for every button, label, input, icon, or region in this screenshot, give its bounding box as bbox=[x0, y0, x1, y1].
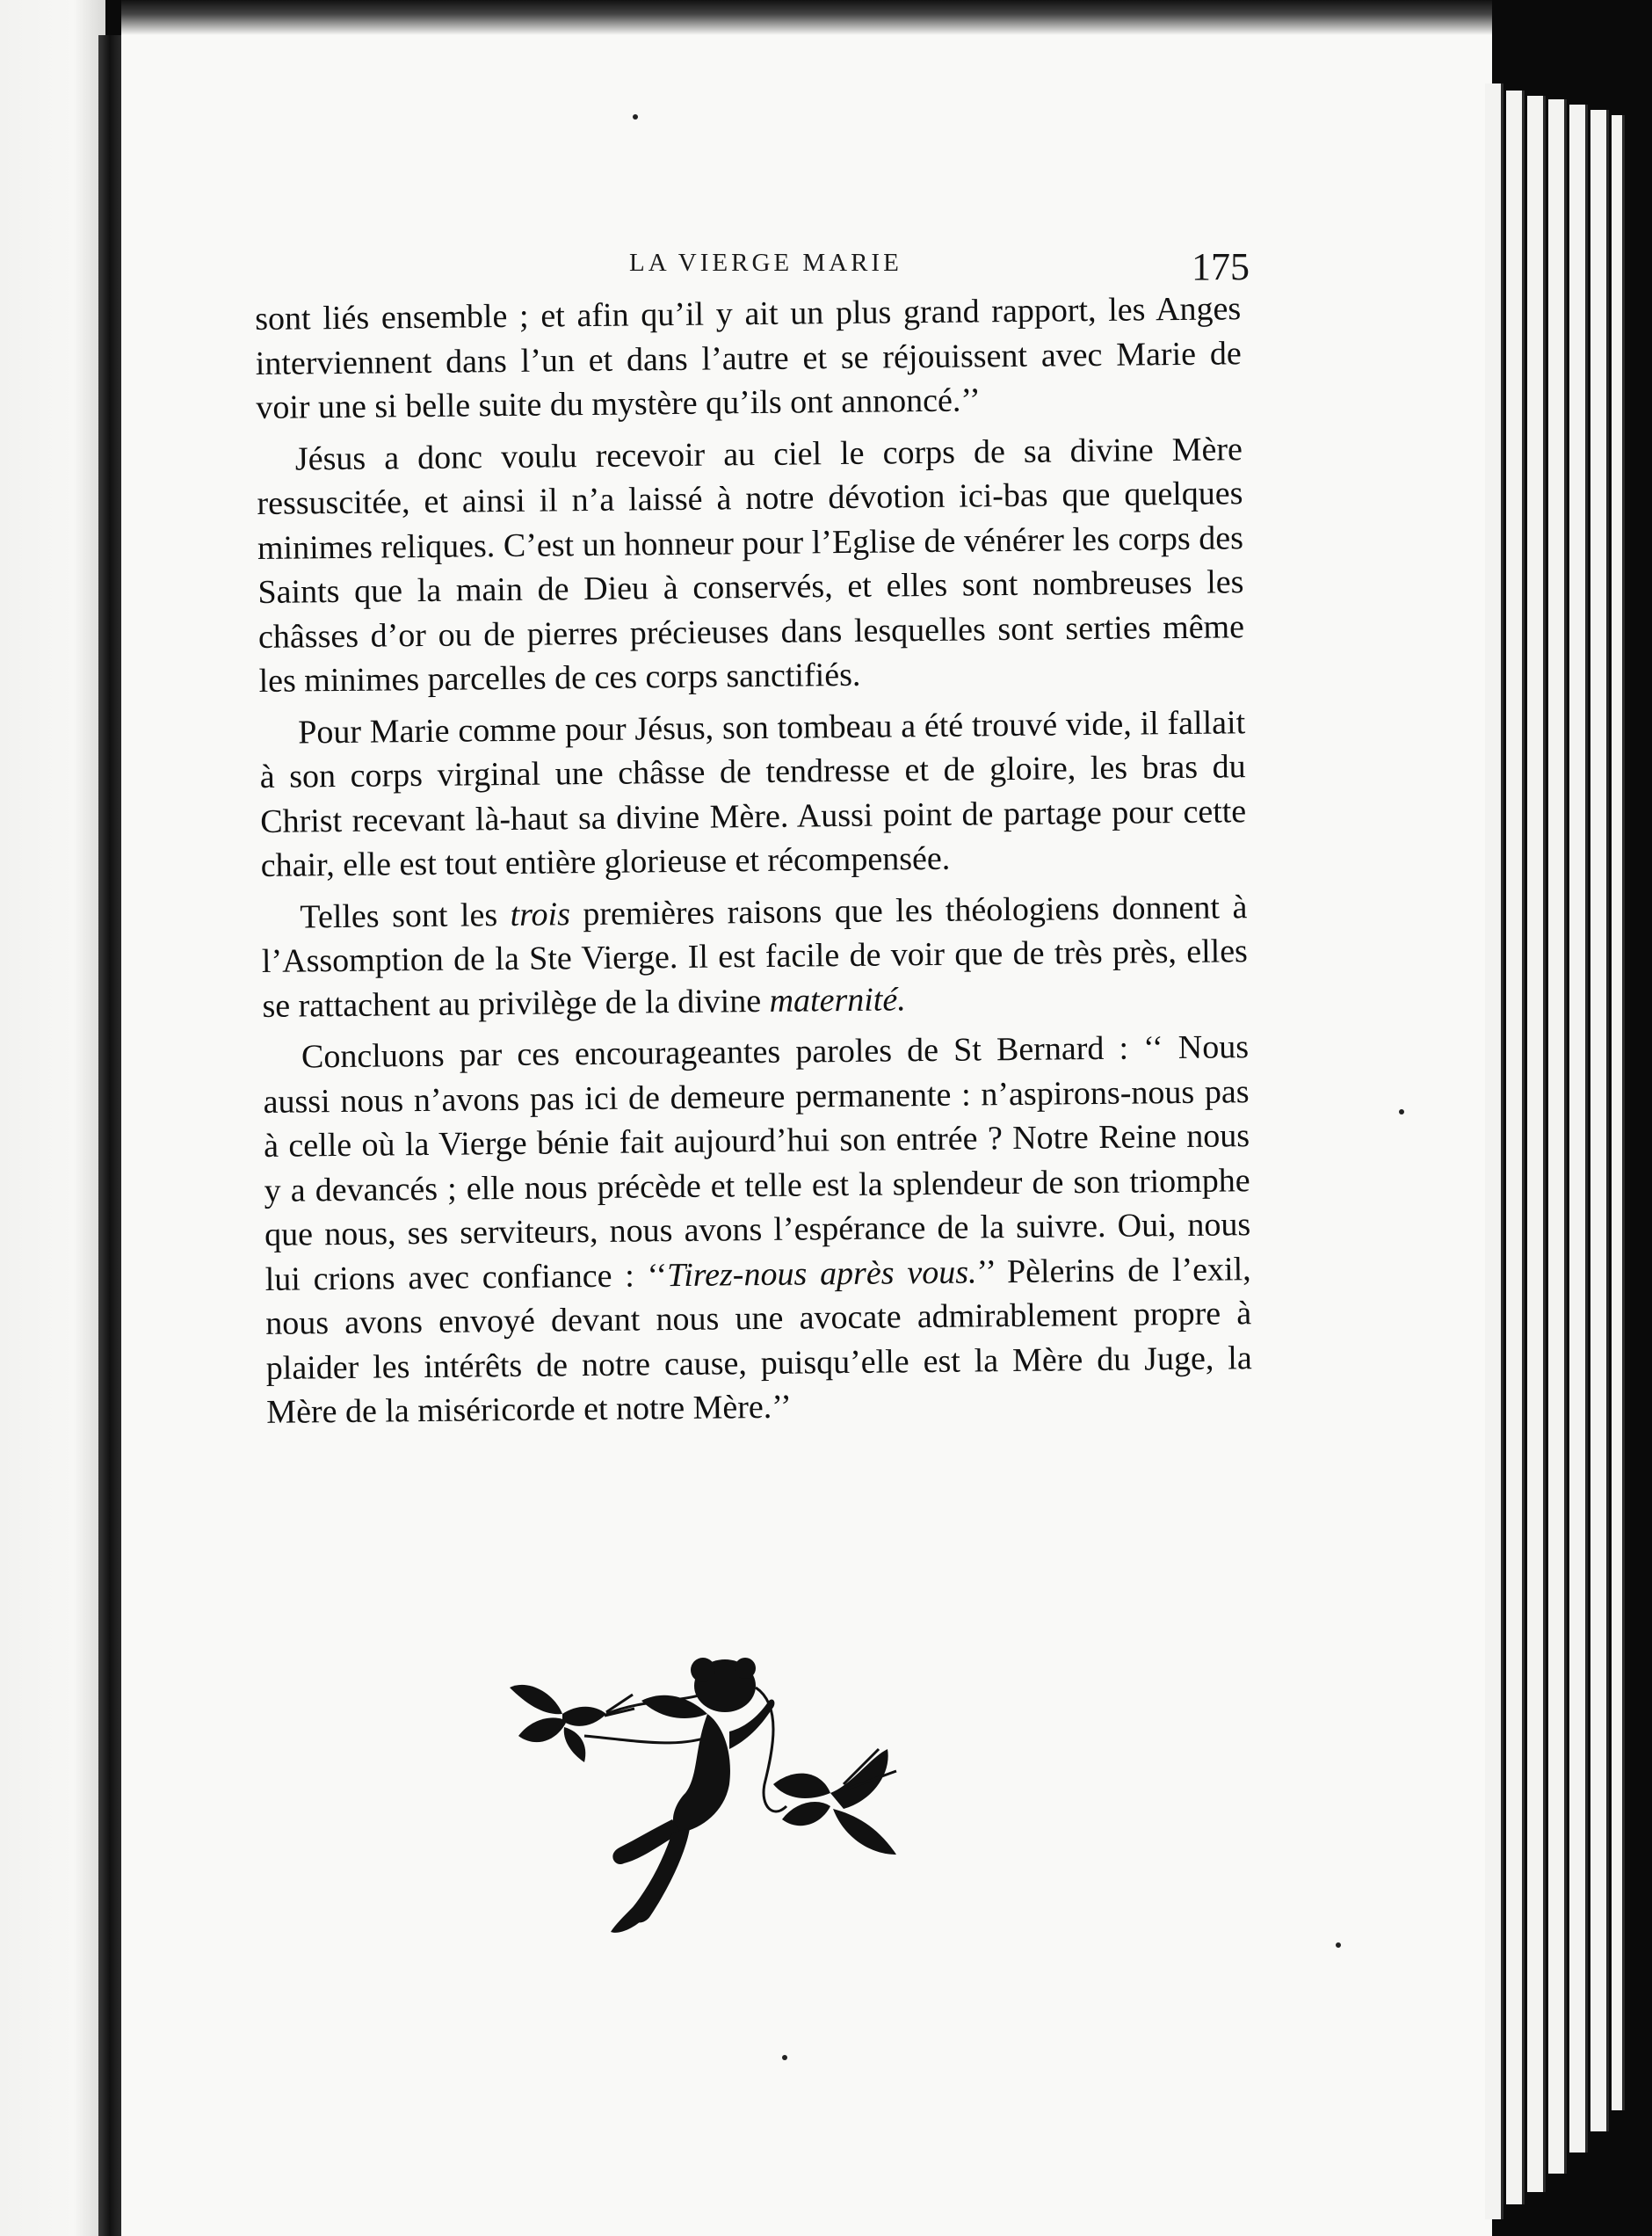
book-gutter bbox=[98, 35, 121, 2236]
paragraph bbox=[263, 1025, 1253, 1434]
text-run: Telles sont les bbox=[300, 896, 511, 935]
italic-text: trois bbox=[510, 895, 571, 933]
ink-speck bbox=[1336, 1942, 1341, 1948]
page-top-shadow bbox=[121, 0, 1492, 35]
page-edge bbox=[1590, 110, 1609, 2131]
page-number: 175 bbox=[1192, 245, 1250, 288]
ink-speck bbox=[782, 2055, 787, 2060]
page-edge bbox=[1569, 105, 1588, 2153]
paragraph bbox=[257, 427, 1245, 704]
paragraph bbox=[255, 287, 1243, 430]
running-head: LA VIERGE MARIE bbox=[629, 249, 902, 277]
cherub-with-butterflies-icon bbox=[492, 1652, 931, 1942]
body-text bbox=[255, 287, 1253, 1441]
text-run: sont liés ensemble ; et afin qu’il y ait un plus grand rapport, les Anges interviennent dans l’un et dans l’autre et se réjouissent avec Marie de voir une si belle suite du mystère qu’ils ont annoncé.’’ bbox=[255, 290, 1242, 426]
italic-text: Tirez-nous après vous. bbox=[666, 1252, 977, 1294]
text-run: Pour Marie comme pour Jésus, son tombeau a été trouvé vide, il fallait à son corps virginal une châsse de tendresse et de gloire, les bras du Christ recevant là-haut sa divine Mère. Aussi point de partage pour cette chair, elle est tout entière glorieuse et récompensée. bbox=[259, 703, 1247, 884]
italic-text: maternité. bbox=[769, 980, 906, 1020]
page-edge bbox=[1506, 91, 1525, 2204]
ink-speck bbox=[1399, 1109, 1404, 1114]
page-edge bbox=[1485, 83, 1503, 2219]
paragraph bbox=[259, 701, 1247, 889]
ink-speck bbox=[633, 114, 638, 120]
page-edge bbox=[1527, 96, 1546, 2192]
text-run: Concluons par ces encourageantes paroles de St Bernard : ‘‘ Nous aussi nous n’avons pas ici de demeure permanente : n’aspirons-nous pas à celle où la Vierge bénie fait aujourd’hui son entrée ? Notre Reine nous y a devancés ; elle nous précède et telle est la splendeur de son triomphe que nous, ses serviteurs, nous avons l’espérance de la suivre. Oui, nous lui crions avec confiance : ‘‘ bbox=[263, 1028, 1251, 1298]
text-run: premières raisons que les théologiens donnent à l’Assomption de la Ste Vierge. Il est facile de voir que de très près, elles se rattachent au privilège de la divine bbox=[261, 888, 1249, 1025]
text-run: ’’ Pèlerins de l’exil, nous avons envoyé devant nous une avocate admirablement propre à plaider les intérêts de notre cause, puisqu’elle est la Mère du Juge, la Mère de la miséricorde et notre Mère.’’ bbox=[265, 1250, 1252, 1431]
left-page-edge bbox=[0, 0, 105, 2236]
page-edge bbox=[1612, 115, 1625, 2110]
text-run: Jésus a donc voulu recevoir au ciel le corps de sa divine Mère ressuscitée, et ainsi il n’a laissé à notre dévotion ici-bas que quelques minimes reliques. C’est un honneur pour l’Eglise de vénérer les corps des Saints que la main de Dieu à conservés, et elles sont nombreuses les châsses d’or ou de pierres précieuses dans lesquelles sont serties même les minimes parcelles de ces corps sanctifiés. bbox=[257, 430, 1245, 700]
page-edge bbox=[1548, 99, 1567, 2174]
paragraph bbox=[261, 885, 1249, 1028]
page-edges bbox=[1485, 83, 1652, 2219]
